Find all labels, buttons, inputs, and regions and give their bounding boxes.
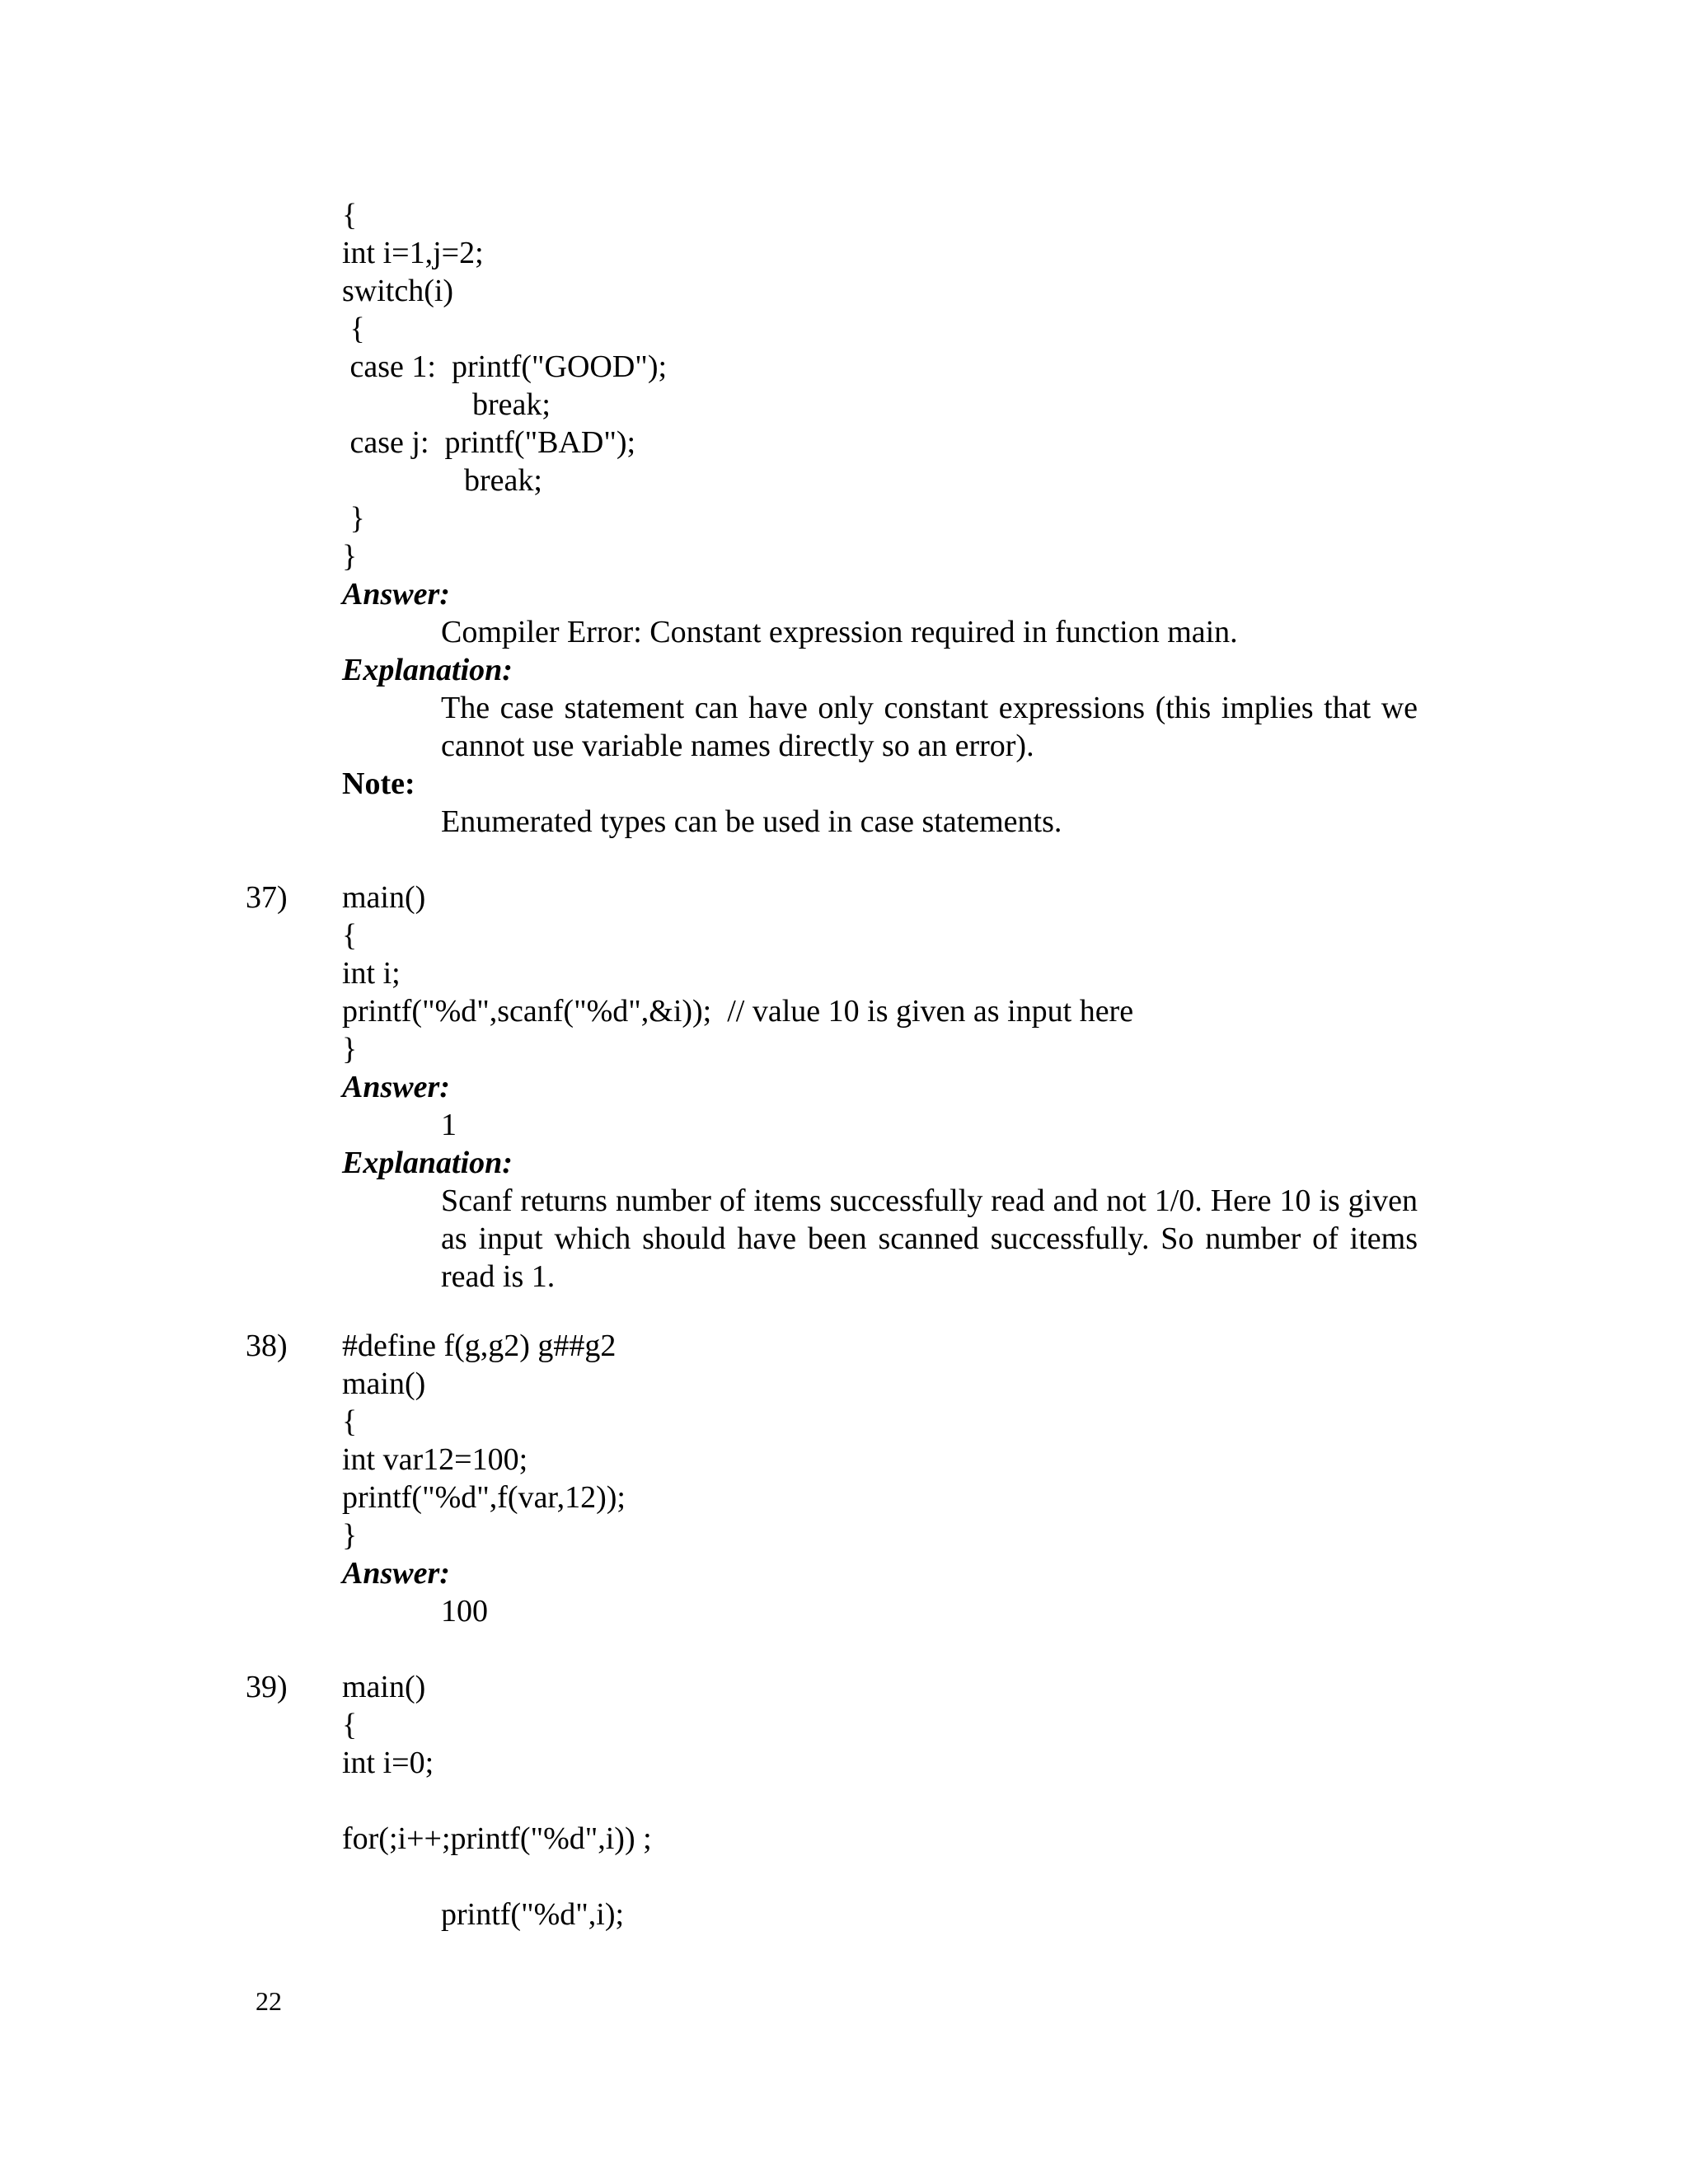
code-line: {: [342, 1708, 358, 1742]
code-line: {: [342, 1404, 358, 1439]
explanation-label: Explanation:: [342, 1146, 513, 1180]
code-line: main(): [342, 1366, 426, 1401]
code-line: printf("%d",i);: [441, 1897, 625, 1932]
note-label: Note:: [342, 766, 415, 801]
answer-text: 1: [441, 1108, 457, 1142]
code-line: break;: [472, 387, 551, 422]
answer-text: Compiler Error: Constant expression required in function main.: [441, 615, 1238, 649]
answer-label: Answer:: [342, 1070, 450, 1104]
code-line: {: [342, 198, 358, 232]
code-line: case 1: printf("GOOD");: [342, 349, 668, 384]
code-line: printf("%d",scanf("%d",&i)); // value 10 is given as input here: [342, 994, 1134, 1029]
code-line: main(): [342, 1670, 426, 1704]
question-number: 39): [246, 1670, 288, 1704]
code-line: for(;i++;printf("%d",i)) ;: [342, 1821, 652, 1856]
explanation-text: The case statement can have only constant expressions (this implies that we cannot use variable names directly so an error).: [441, 691, 1418, 763]
code-line: #define f(g,g2) g##g2: [342, 1329, 617, 1363]
code-line: main(): [342, 880, 426, 915]
code-line: }: [342, 501, 365, 536]
page-number: 22: [256, 1986, 282, 2016]
code-line: break;: [464, 463, 542, 498]
code-line: }: [342, 1032, 358, 1066]
explanation-text: Scanf returns number of items successfully read and not 1/0. Here 10 is given as input which should have been scanned successfully. So number of items read is 1.: [441, 1183, 1418, 1294]
code-line: int i;: [342, 956, 401, 991]
code-line: printf("%d",f(var,12));: [342, 1480, 626, 1515]
code-line: }: [342, 539, 358, 574]
code-line: {: [342, 312, 365, 346]
code-line: switch(i): [342, 274, 454, 308]
question-number: 38): [246, 1329, 288, 1363]
code-line: int var12=100;: [342, 1442, 528, 1477]
code-line: case j: printf("BAD");: [342, 425, 636, 460]
answer-label: Answer:: [342, 577, 450, 612]
code-line: }: [342, 1518, 358, 1553]
code-line: int i=1,j=2;: [342, 236, 484, 270]
code-line: {: [342, 918, 358, 953]
note-text: Enumerated types can be used in case statements.: [441, 804, 1062, 839]
answer-label: Answer:: [342, 1556, 450, 1591]
code-line: int i=0;: [342, 1746, 434, 1780]
answer-text: 100: [441, 1594, 488, 1629]
explanation-label: Explanation:: [342, 653, 513, 687]
question-number: 37): [246, 880, 288, 915]
